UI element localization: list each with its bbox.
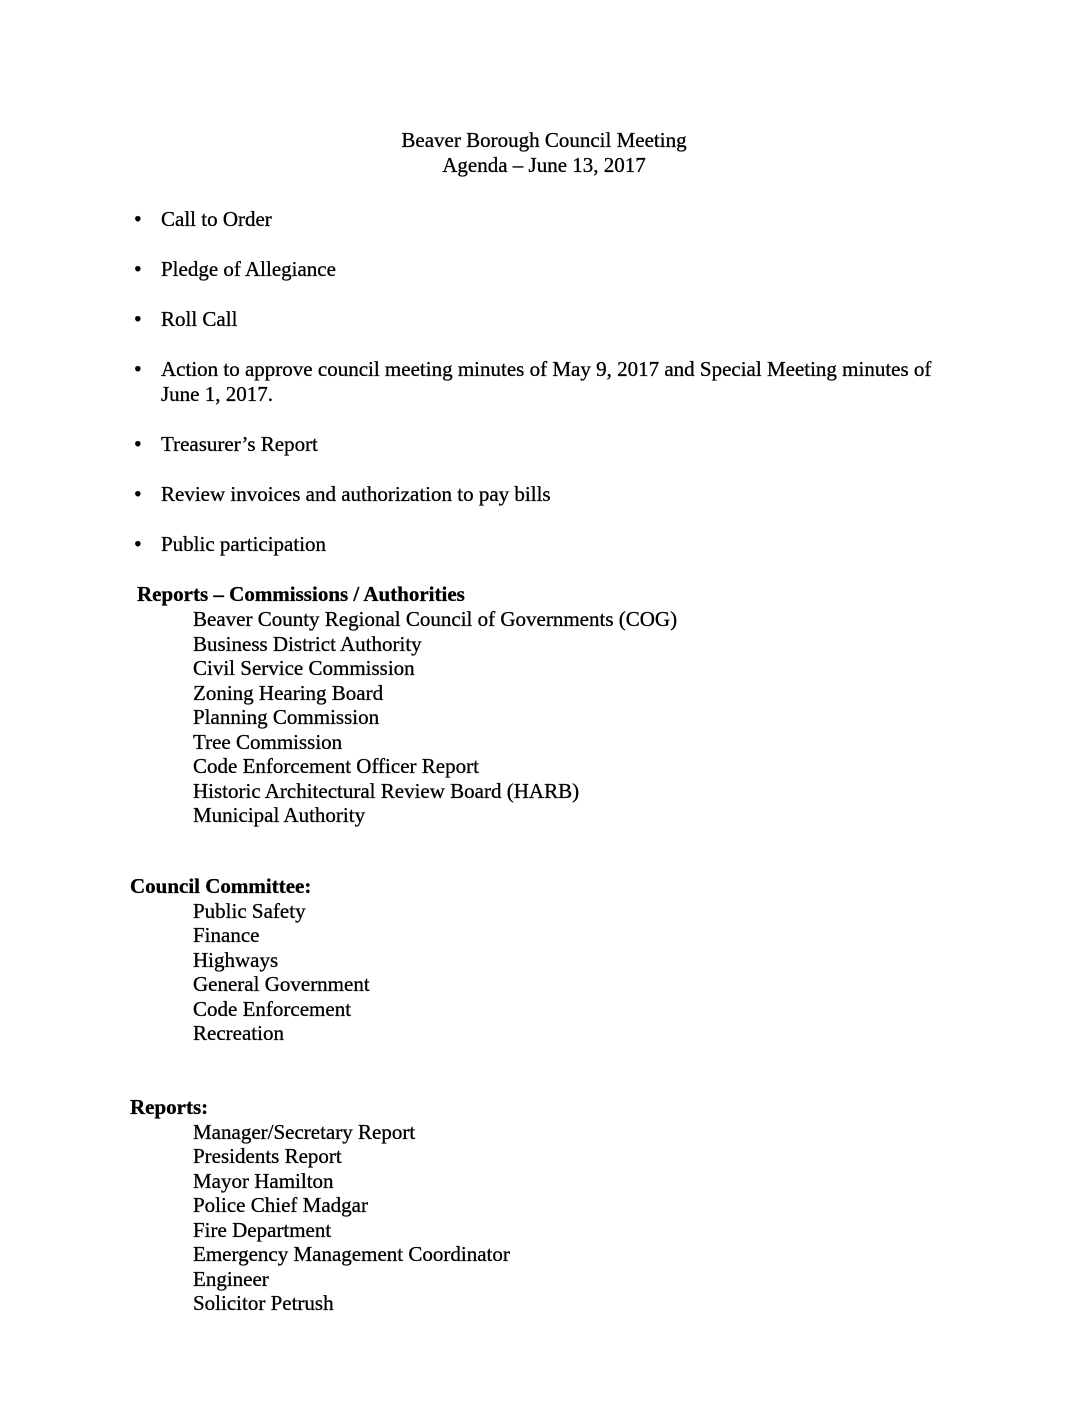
section-item: Tree Commission xyxy=(193,729,343,754)
section-item: Planning Commission xyxy=(193,705,380,729)
section-item: Solicitor Petrush xyxy=(193,1291,334,1315)
agenda-item: • Treasurer’s Report xyxy=(133,432,970,457)
section-item: Highways xyxy=(193,947,279,972)
section-item: Historic Architectural Review Board (HARB) xyxy=(193,778,580,803)
section-item-list xyxy=(130,899,970,1046)
section-item-list xyxy=(130,1120,970,1316)
document-header xyxy=(0,0,1088,178)
section-item: Mayor Hamilton xyxy=(193,1168,334,1193)
section-reports xyxy=(130,1095,970,1316)
section-item: Manager/Secretary Report xyxy=(193,1119,416,1144)
agenda-item: • Call to Order xyxy=(133,207,970,232)
section-reports-commissions-authorities xyxy=(130,582,970,828)
section-item: Municipal Authority xyxy=(193,803,366,827)
section-item: Beaver County Regional Council of Governments (COG) xyxy=(193,607,678,631)
document-title: Beaver Borough Council Meeting xyxy=(401,128,687,152)
section-heading: Reports – Commissions / Authorities xyxy=(137,582,465,606)
agenda-item: • Action to approve council meeting minutes of May 9, 2017 and Special Meeting minutes of June 1, 2017. xyxy=(133,357,970,407)
agenda-list xyxy=(133,207,970,557)
section-heading: Reports: xyxy=(130,1094,209,1119)
section-council-committee xyxy=(130,874,970,1046)
section-heading: Council Committee: xyxy=(130,873,312,898)
agenda-item: • Roll Call xyxy=(133,307,970,332)
section-item: Business District Authority xyxy=(193,631,422,656)
agenda-item: • Pledge of Allegiance xyxy=(133,257,970,282)
section-item: Police Chief Madgar xyxy=(193,1193,368,1217)
section-item: Presidents Report xyxy=(193,1144,342,1168)
section-item: Code Enforcement Officer Report xyxy=(193,754,479,778)
section-item-list xyxy=(130,607,970,828)
section-item: Civil Service Commission xyxy=(193,656,415,680)
section-item: Engineer xyxy=(193,1266,269,1291)
section-item: Recreation xyxy=(193,1021,284,1045)
section-item: General Government xyxy=(193,972,370,996)
document-subtitle: Agenda – June 13, 2017 xyxy=(442,153,646,177)
section-item: Code Enforcement xyxy=(193,996,352,1021)
section-item: Emergency Management Coordinator xyxy=(193,1242,510,1266)
agenda-item: • Review invoices and authorization to pay bills xyxy=(133,482,970,507)
section-item: Fire Department xyxy=(193,1217,332,1242)
agenda-item: • Public participation xyxy=(133,532,970,557)
section-item: Public Safety xyxy=(193,898,306,923)
section-item: Zoning Hearing Board xyxy=(193,680,384,705)
section-item: Finance xyxy=(193,923,260,947)
